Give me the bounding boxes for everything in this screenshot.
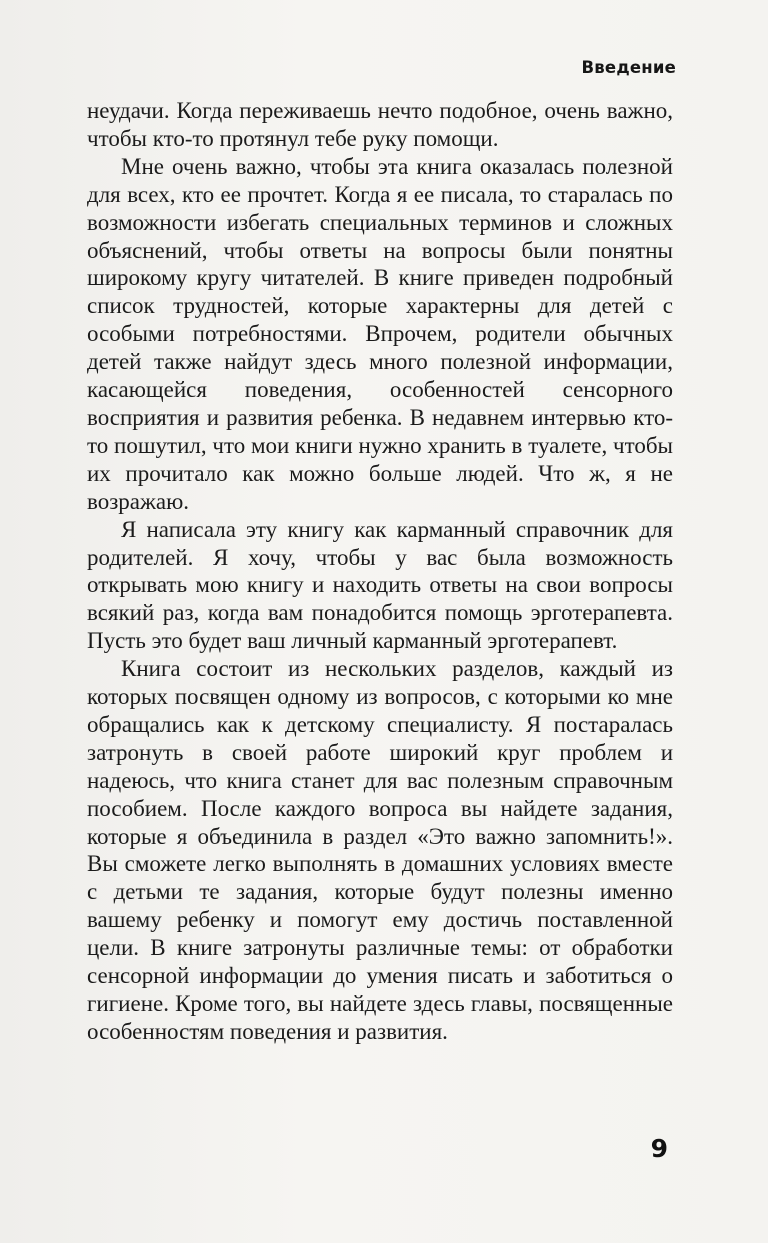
body-text — [87, 97, 673, 1046]
running-header: Введение — [581, 58, 676, 77]
paragraph-continued: неудачи. Когда переживаешь нечто подобное, очень важно, чтобы кто-то протянул тебе руку помощи. — [87, 98, 673, 151]
paragraph: Я написала эту книгу как карманный справочник для родителей. Я хочу, чтобы у вас была возможность открывать мою книгу и находить ответы на свои вопросы всякий раз, когда вам понадобится помощь эрготерапевта. Пусть это будет ваш личный карманный эрготерапевт. — [87, 516, 673, 654]
paragraph: Мне очень важно, чтобы эта книга оказалась полезной для всех, кто ее прочтет. Когда я ее писала, то старалась по возможности избегать специальных терминов и сложных объяснений, чтобы ответы на вопросы были понятны широкому кругу читателей. В книге приведен подробный список трудностей, которые характерны для детей с особыми потребностями. Впрочем, родители обычных детей также найдут здесь много полезной информации, касающейся поведения, особенностей сенсорного восприятия и развития ребенка. В недавнем интервью кто-то пошутил, что мои книги нужно хранить в туалете, чтобы их прочитало как можно больше людей. Что ж, я не возражаю. — [87, 153, 673, 514]
page-number: 9 — [650, 1134, 668, 1163]
paragraph: Книга состоит из нескольких разделов, каждый из которых посвящен одному из вопросов, с которыми ко мне обращались как к детскому специалисту. Я постаралась затронуть в своей работе широкий круг проблем и надеюсь, что книга станет для вас полезным справочным пособием. После каждого вопроса вы найдете задания, которые я объединила в раздел «Это важно запомнить!». Вы сможете легко выполнять в домашних условиях вместе с детьми те задания, которые будут полезны именно вашему ребенку и помогут ему достичь поставленной цели. В книге затронуты различные темы: от обработки сенсорной информации до умения писать и заботиться о гигиене. Кроме того, вы найдете здесь главы, посвященные особенностям поведения и развития. — [87, 656, 673, 1044]
